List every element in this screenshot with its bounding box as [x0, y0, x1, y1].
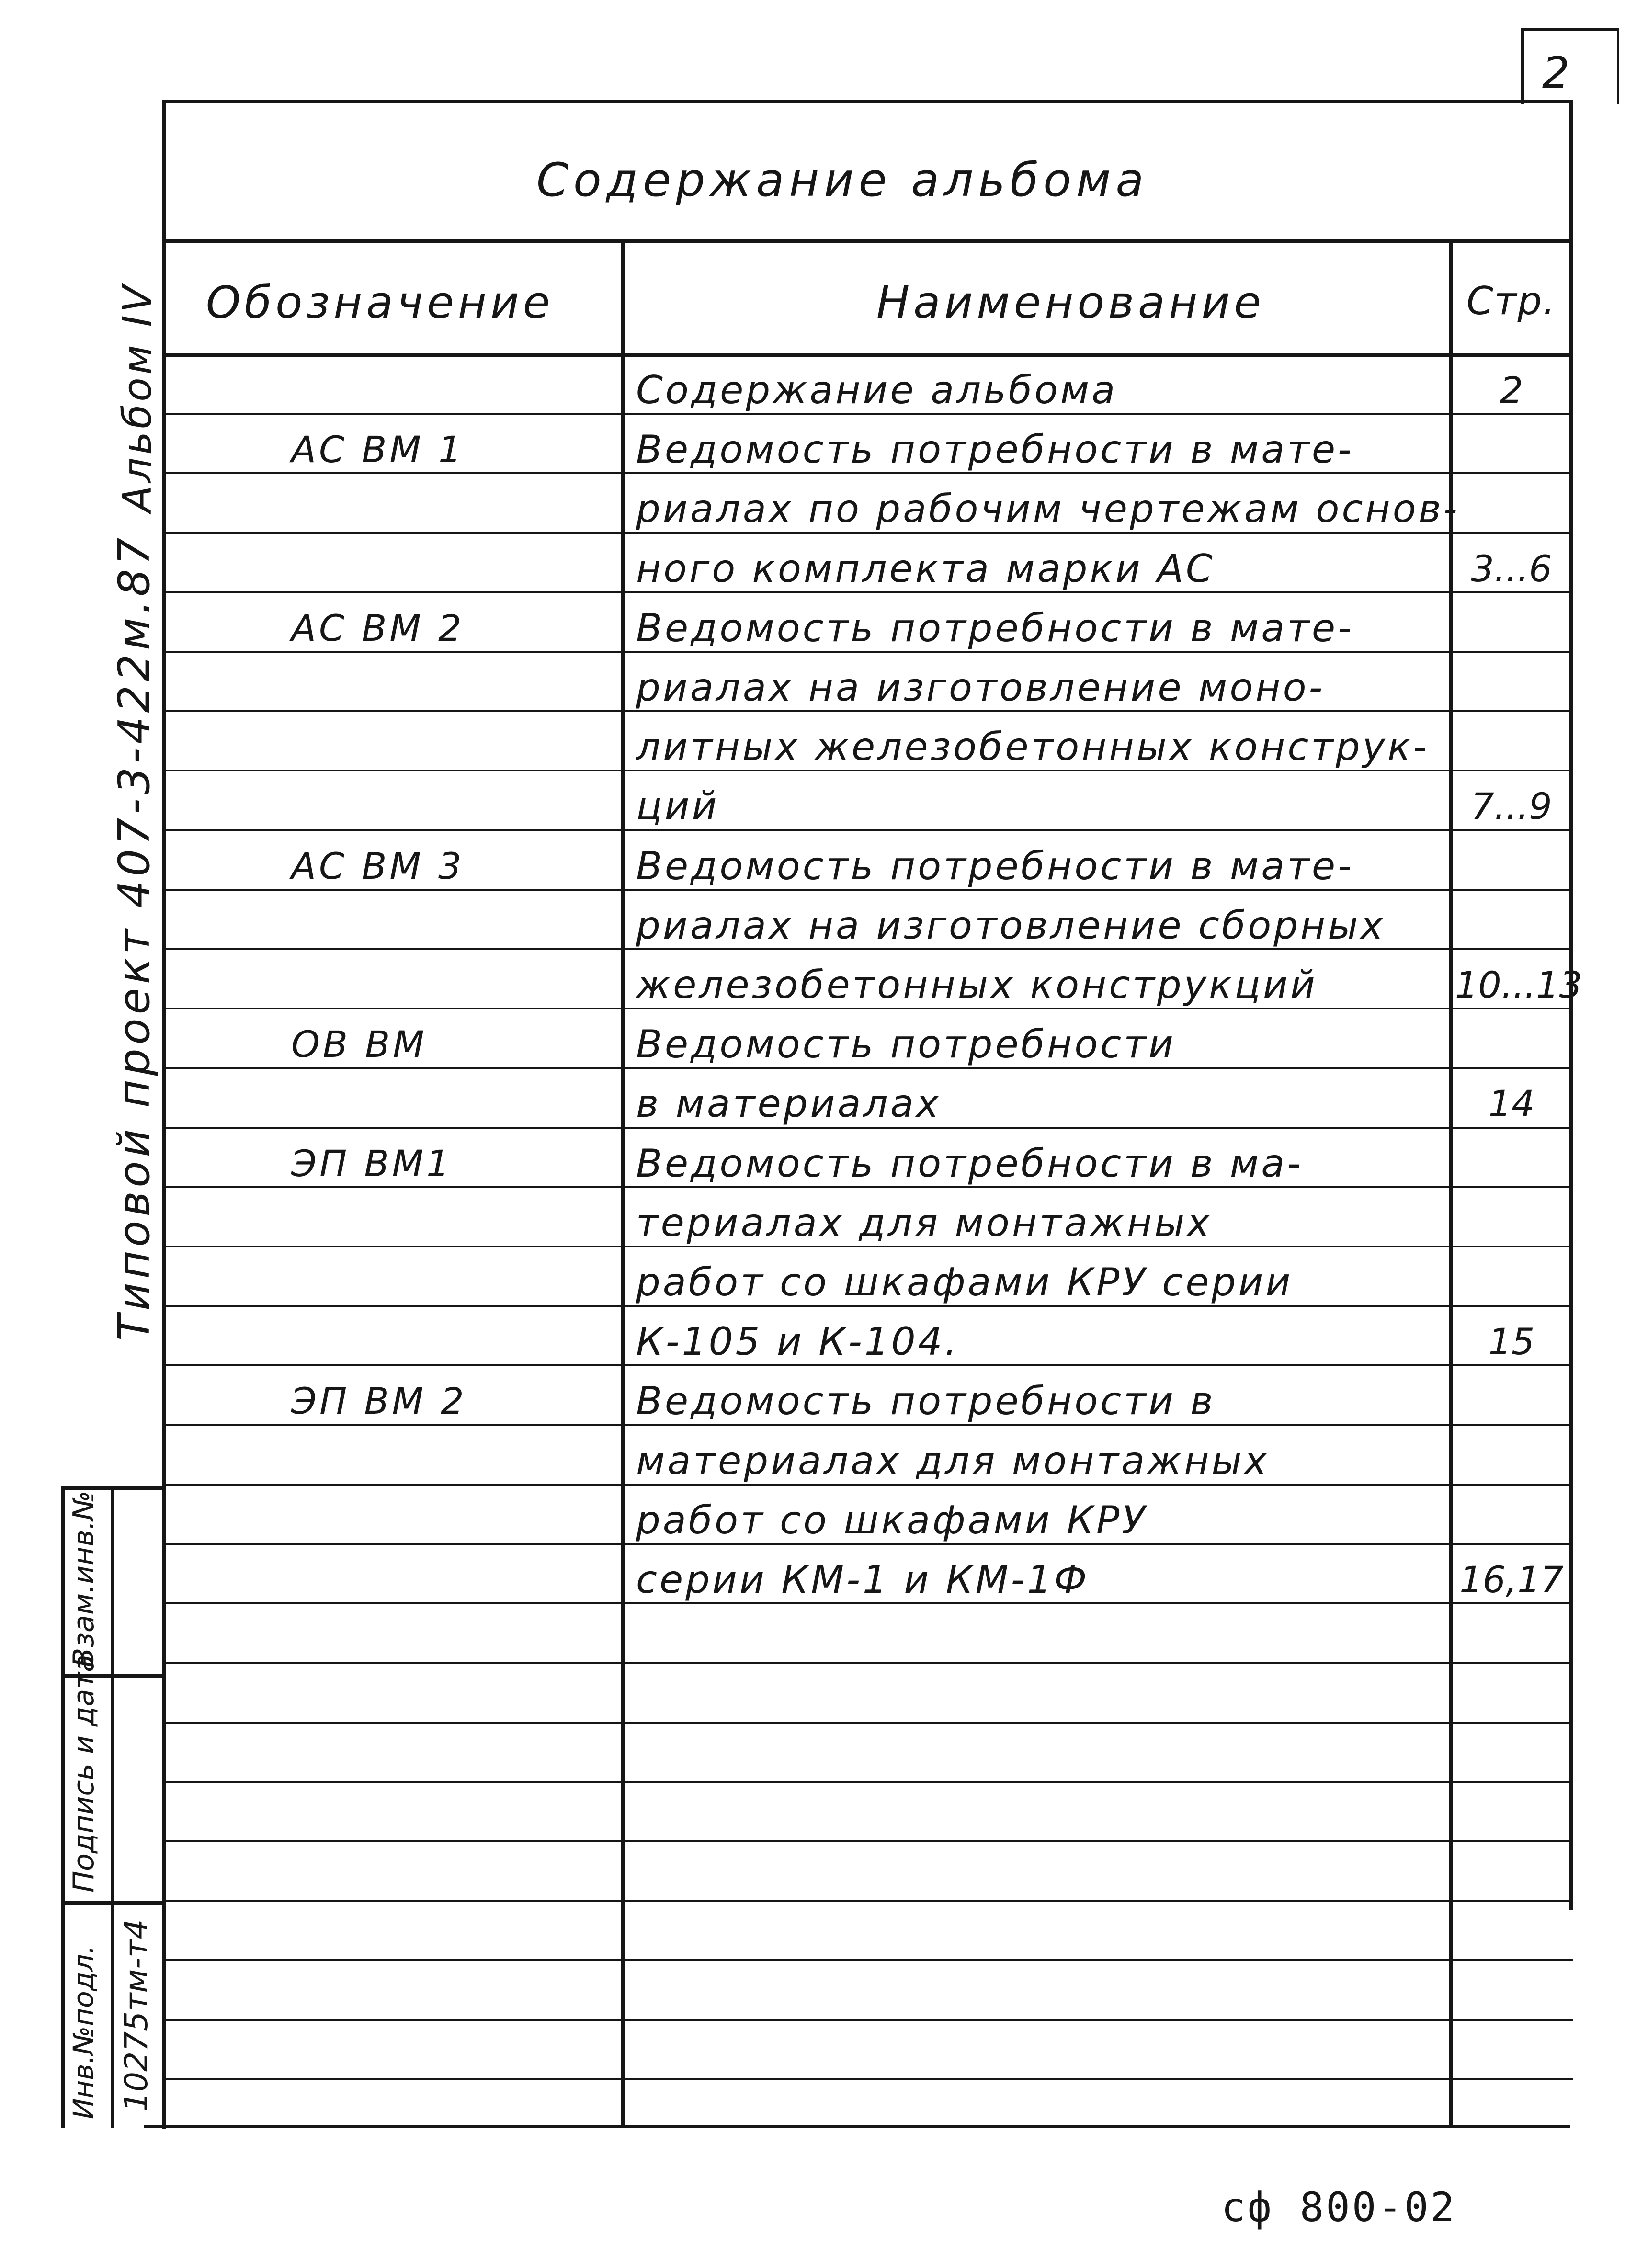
row-name: Содержание альбома [636, 368, 1118, 412]
row-code: ЭП ВМ1 [291, 1142, 453, 1185]
stamp-label-exchange: Взам.инв.№ [67, 1490, 101, 1667]
row-name: работ со шкафами КРУ [636, 1497, 1148, 1542]
row-name: ного комплекта марки АС [636, 546, 1215, 591]
table-row [162, 1486, 1573, 1545]
row-line [162, 2078, 1573, 2080]
row-name: Ведомость потребности в мате- [636, 843, 1354, 888]
page-box-left [1521, 28, 1524, 104]
row-page: 15 [1488, 1320, 1535, 1363]
row-code: АС ВМ 3 [291, 844, 465, 887]
row-name: работ со шкафами КРУ серии [636, 1260, 1293, 1304]
table-row [162, 1842, 1573, 1902]
stamp-label-signature: Подпись и дата [67, 1655, 101, 1893]
page-box-right [1617, 28, 1619, 104]
table-row [162, 1664, 1573, 1723]
row-name: Ведомость потребности в ма- [636, 1141, 1304, 1186]
inventory-number: 10275тм-т4 [118, 1919, 155, 2112]
table-row [162, 891, 1573, 950]
stamp-sep-2 [61, 1901, 162, 1905]
row-name: К-105 и К-104. [636, 1319, 959, 1364]
album-label: Альбом IV [115, 283, 160, 512]
table-row [162, 1545, 1573, 1604]
table-row [162, 653, 1573, 712]
frame-top [162, 100, 1573, 103]
table-row [162, 771, 1573, 831]
row-page: 7...9 [1471, 785, 1552, 828]
stamp-mid [111, 1486, 114, 2128]
row-code: АС ВМ 2 [291, 606, 465, 649]
row-name: териалах для монтажных [636, 1200, 1212, 1245]
row-name: Ведомость потребности [636, 1022, 1176, 1067]
page-box-top [1521, 28, 1619, 31]
row-page: 10...13 [1455, 964, 1582, 1006]
row-page: 14 [1488, 1082, 1535, 1125]
table-row [162, 1129, 1573, 1188]
table-row [162, 355, 1573, 415]
row-name: железобетонных конструкций [636, 963, 1318, 1007]
table-row [162, 1188, 1573, 1247]
table-row [162, 1902, 1573, 1961]
table-row [162, 712, 1573, 771]
stamp-left [61, 1486, 65, 2128]
row-code: ЭП ВМ 2 [291, 1380, 467, 1423]
table-row [162, 1961, 1573, 2020]
column-header-name: Наименование [876, 277, 1265, 328]
column-header-page: Стр. [1466, 279, 1556, 323]
row-name: в материалах [636, 1081, 942, 1126]
row-page: 3...6 [1471, 547, 1552, 590]
table-row [162, 1366, 1573, 1426]
row-name: риалах по рабочим чертежам основ- [636, 487, 1460, 532]
table-row [162, 1426, 1573, 1486]
table-row [162, 1724, 1573, 1783]
row-name: Ведомость потребности в мате- [636, 427, 1354, 472]
sheet-title: Содержание альбома [536, 153, 1149, 207]
table-row [162, 1009, 1573, 1069]
row-code: АС ВМ 1 [291, 428, 465, 471]
footer-code: сф 800-02 [1221, 2184, 1457, 2231]
column-header-designation: Обозначение [206, 277, 554, 328]
project-label: Типовой проект 407-3-422м.87 [109, 533, 159, 1341]
table-row [162, 1783, 1573, 1842]
table-row [162, 534, 1573, 593]
table-row [162, 1247, 1573, 1307]
row-page: 2 [1500, 369, 1523, 411]
title-divider [162, 239, 1573, 243]
table-row [162, 474, 1573, 533]
stamp-label-inventory: Инв.№подл. [67, 1945, 100, 2119]
row-name: литных железобетонных конструк- [636, 725, 1430, 770]
row-name: серии КМ-1 и КМ-1Ф [636, 1557, 1090, 1602]
table-row [162, 1604, 1573, 1664]
table-row [162, 1307, 1573, 1366]
row-name: Ведомость потребности в [636, 1379, 1216, 1424]
row-name: ций [636, 784, 719, 829]
row-code: ОВ ВМ [291, 1023, 427, 1066]
row-page: 16,17 [1459, 1558, 1564, 1601]
table-row [162, 593, 1573, 653]
frame-bottom [144, 2125, 1570, 2128]
table-row [162, 1069, 1573, 1128]
row-name: риалах на изготовление моно- [636, 665, 1325, 710]
row-name: риалах на изготовление сборных [636, 903, 1386, 948]
table-row [162, 2021, 1573, 2080]
table-row [162, 831, 1573, 891]
table-row [162, 950, 1582, 1009]
page-number: 2 [1542, 48, 1570, 98]
table-row [162, 415, 1573, 474]
row-name: материалах для монтажных [636, 1438, 1270, 1483]
row-name: Ведомость потребности в мате- [636, 605, 1354, 650]
